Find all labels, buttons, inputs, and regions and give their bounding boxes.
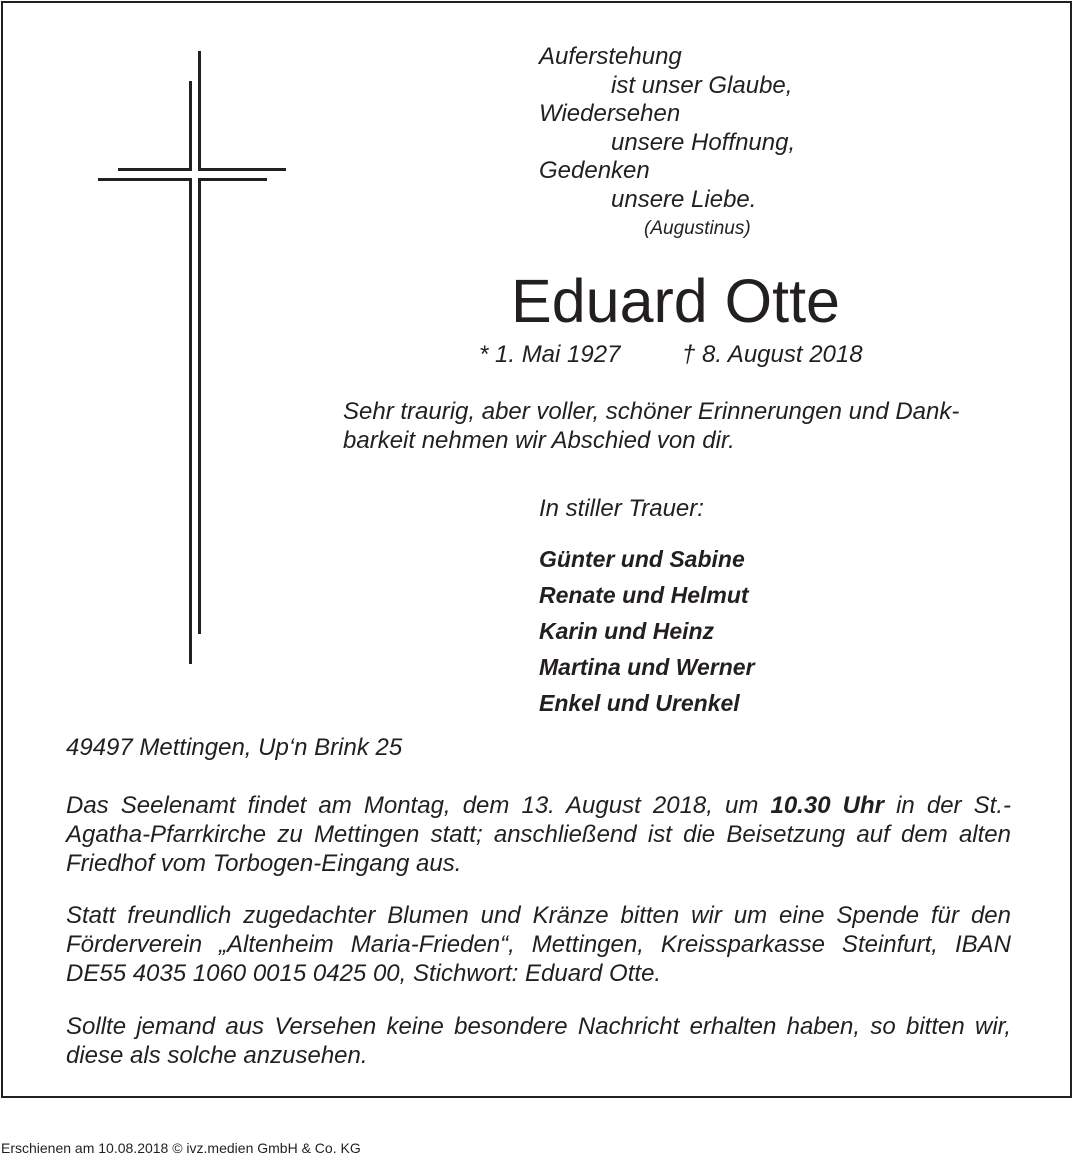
farewell-text: Sehr traurig, aber voller, schöner Erinnerungen und Dank-barkeit nehmen wir Abschied von dir. — [343, 398, 960, 454]
mourners-list — [539, 541, 755, 721]
quote-line: Gedenken — [539, 157, 650, 184]
death-date: † 8. August 2018 — [682, 341, 863, 368]
service-time: 10.30 Uhr — [770, 792, 884, 819]
quote-line: ist unser Glaube, — [611, 71, 793, 99]
notice-paragraph: Sollte jemand aus Versehen keine besondere Nachricht erhalten haben, so bitten wir, diese als solche anzusehen. — [66, 1013, 1011, 1069]
notice-frame — [1, 1, 1072, 1098]
quote-line: unsere Hoffnung, — [611, 128, 796, 156]
deceased-name: Eduard Otte — [511, 267, 840, 335]
family-address: 49497 Mettingen, Up‘n Brink 25 — [66, 734, 403, 761]
quote-line: unsere Liebe. — [611, 185, 757, 213]
donation-paragraph: Statt freundlich zugedachter Blumen und Kränze bitten wir um eine Spende für den Förderverein „Altenheim Maria-Frieden“, Mettingen, Kreissparkasse Steinfurt, IBAN DE55 4035 1060 0015 0425 00, Stichwort: Eduard Otte. — [66, 902, 1011, 987]
list-item: Karin und Heinz — [539, 618, 715, 644]
quote-source: (Augustinus) — [644, 218, 751, 239]
service-text-before: Das Seelenamt findet am Montag, dem 13. August 2018, um — [66, 792, 771, 819]
list-item: Günter und Sabine — [539, 546, 745, 572]
service-paragraph — [66, 791, 1011, 878]
publication-footer: Erschienen am 10.08.2018 © ivz.medien GmbH & Co. KG — [1, 1140, 361, 1156]
list-item: Renate und Helmut — [539, 582, 749, 608]
list-item: Enkel und Urenkel — [539, 690, 740, 716]
quote-line: Wiedersehen — [539, 100, 681, 127]
service-text-after: in der St.-Agatha-Pfarrkirche zu Mettingen statt; anschließend ist die Beisetzung auf dem alten Friedhof vom Torbogen-Eingang aus. — [66, 792, 1011, 877]
quote-line: Auferstehung — [539, 43, 682, 70]
epitaph-quote — [539, 43, 795, 244]
list-item: Martina und Werner — [539, 654, 755, 680]
birth-date: * 1. Mai 1927 — [479, 341, 621, 368]
mourning-heading: In stiller Trauer: — [539, 495, 704, 522]
